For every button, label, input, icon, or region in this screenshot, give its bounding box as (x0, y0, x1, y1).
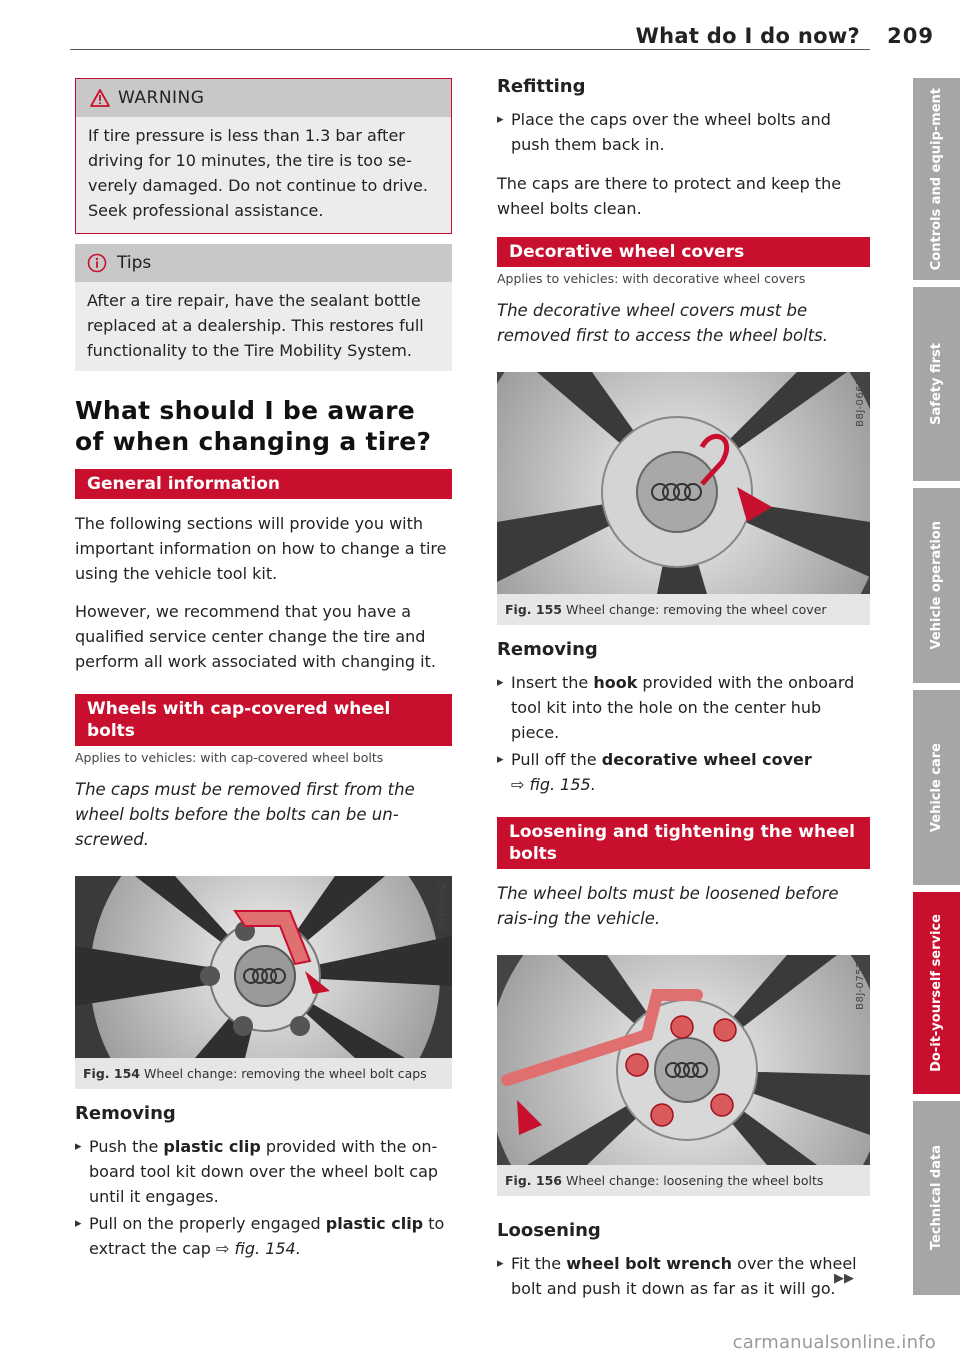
tab-label: Do-it-yourself service (928, 914, 944, 1072)
general-info-body (75, 511, 452, 674)
figure-155-caption (497, 594, 870, 625)
decorative-step-2 (497, 747, 870, 797)
warning-text: If tire pressure is less than 1.3 bar after driving for 10 minutes, the tire is too se-verely damaged. Do not continue to drive. Seek professional assistance. (88, 126, 428, 220)
cap-removing-heading: Removing (75, 1103, 176, 1124)
figure-156-code: B8J-0752 (855, 961, 866, 1010)
general-info-heading: General information (75, 469, 452, 499)
refitting-para: The caps are there to protect and keep the wheel bolts clean. (497, 174, 842, 218)
tips-label: Tips (117, 253, 152, 273)
section-title: What should I be aware of when changing a tire? (75, 396, 432, 456)
tab-vehicle-care[interactable] (913, 690, 960, 885)
figure-155 (497, 372, 870, 625)
tab-label: Safety first (928, 343, 944, 425)
wheel-bolt-caps-image (75, 876, 452, 1058)
tips-text: After a tire repair, have the sealant bottle replaced at a dealership. This restores full functionality to the Tire Mobility System. (87, 291, 424, 360)
step-bold: plastic clip (325, 1214, 424, 1233)
running-header-title: What do I do now? (635, 24, 860, 48)
decorative-applies: Applies to vehicles: with decorative wheel covers (497, 271, 806, 286)
chapter-tabs (913, 78, 960, 1302)
figure-156-label: Fig. 156 (505, 1173, 562, 1188)
tab-vehicle-operation[interactable] (913, 488, 960, 683)
figure-reference[interactable]: ⇨ fig. 155. (511, 775, 596, 794)
figure-155-code: B8J-0663 (855, 378, 866, 427)
figure-154 (75, 876, 452, 1089)
header-rule (70, 49, 870, 50)
figure-154-caption (75, 1058, 452, 1089)
decorative-covers-heading: Decorative wheel covers (497, 237, 870, 267)
wheel-bolt-wrench-image (497, 955, 870, 1165)
cap-covered-heading: Wheels with cap-covered wheel bolts (75, 694, 452, 746)
figure-155-text: Wheel change: removing the wheel cover (565, 602, 827, 617)
step-text: provided with the onboard tool kit into the hole on the center hub piece. (511, 673, 855, 742)
watermark-text: carmanualsonline.info (732, 1332, 936, 1353)
tips-header (75, 244, 452, 282)
step-bold: plastic clip (163, 1137, 261, 1156)
cap-removing-step-2 (75, 1211, 452, 1261)
cap-removing-step-1 (75, 1134, 452, 1209)
warning-box (75, 78, 452, 234)
decorative-step-1 (497, 670, 870, 745)
step-text: provided with the on-board tool kit down over the wheel bolt cap until it engages. (89, 1137, 439, 1206)
tab-technical-data[interactable] (913, 1101, 960, 1295)
general-para-2: However, we recommend that you have a qualified service center change the tire and perform all work associated with changing it. (75, 602, 436, 671)
figure-156-text: Wheel change: loosening the wheel bolts (565, 1173, 824, 1188)
wheel-cover-image (497, 372, 870, 594)
step-text: over the wheel bolt and push it down as far as it will go. (511, 1254, 857, 1298)
loosening-lead: The wheel bolts must be loosened before rais-ing the vehicle. (497, 884, 839, 928)
general-para-1: The following sections will provide you with important information on how to change a tire using the vehicle tool kit. (75, 514, 447, 583)
step-text: Push the (89, 1137, 164, 1156)
decorative-lead: The decorative wheel covers must be removed first to access the wheel bolts. (497, 301, 829, 345)
figure-156-caption (497, 1165, 870, 1196)
figure-155-label: Fig. 155 (505, 602, 562, 617)
info-circle-icon (87, 253, 107, 273)
right-column (497, 76, 870, 1303)
step-text: Pull on the properly engaged (89, 1214, 326, 1233)
step-text: to extract the cap (89, 1214, 445, 1258)
step-bold: decorative wheel cover (601, 750, 812, 769)
figure-156 (497, 955, 870, 1196)
step-bold: wheel bolt wrench (566, 1254, 733, 1273)
loosening-heading: Loosening and tightening the wheel bolts (497, 817, 870, 869)
tab-controls-and-equipment[interactable] (913, 78, 960, 280)
decorative-removing-heading: Removing (497, 639, 598, 660)
cap-covered-applies: Applies to vehicles: with cap-covered wheel bolts (75, 750, 384, 765)
tips-box (75, 244, 452, 371)
step-bold: hook (593, 673, 638, 692)
loosening-step-1 (497, 1251, 870, 1301)
warning-label: WARNING (118, 88, 205, 108)
refitting-step-1: ▸ Place the caps over the wheel bolts and push them back in. (497, 107, 870, 157)
tab-safety-first[interactable] (913, 287, 960, 481)
cap-covered-lead: The caps must be removed first from the wheel bolts before the bolts can be un-screwed. (75, 780, 415, 849)
figure-154-code: B8J-0662 (437, 882, 448, 931)
step-text: Fit the (511, 1254, 567, 1273)
step-text: Insert the (511, 673, 594, 692)
figure-154-text: Wheel change: removing the wheel bolt caps (143, 1066, 427, 1081)
left-column (75, 78, 452, 1263)
figure-reference[interactable]: ⇨ fig. 154. (216, 1239, 301, 1258)
tab-label: Vehicle care (928, 742, 944, 833)
refitting-heading: Refitting (497, 76, 586, 97)
loosening-subheading: Loosening (497, 1220, 601, 1241)
warning-header (76, 79, 451, 117)
page-number: 209 (887, 24, 934, 48)
tab-label: Controls and equip-ment (928, 87, 944, 271)
warning-triangle-icon (90, 89, 110, 107)
tab-label: Technical data (928, 1145, 944, 1251)
tab-label: Vehicle operation (928, 521, 944, 650)
tab-do-it-yourself-service[interactable] (913, 892, 960, 1094)
step-text: Pull off the (511, 750, 602, 769)
figure-154-label: Fig. 154 (83, 1066, 140, 1081)
continue-arrow-icon: ▶▶ (834, 1271, 854, 1286)
